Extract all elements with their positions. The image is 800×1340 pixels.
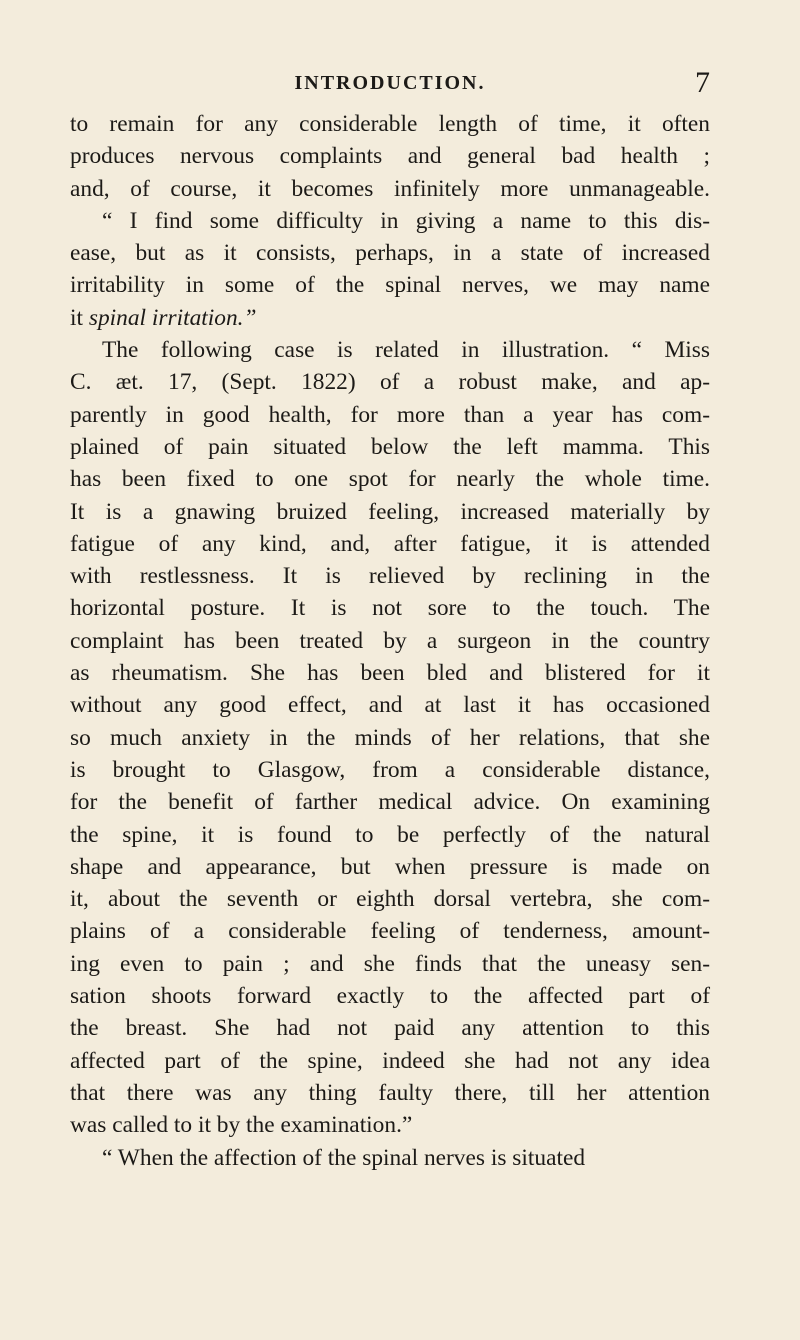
text-line: and, of course, it becomes infinitely more unmanageable. — [70, 175, 710, 202]
text-line: as rheumatism. She has been bled and blistered for it — [70, 660, 710, 687]
text-line: C. æt. 17, (Sept. 1822) of a robust make, and ap- — [70, 369, 710, 396]
text-line: The following case is related in illustration. “ Miss — [102, 337, 710, 364]
text-line: for the benefit of farther medical advice. On examining — [70, 789, 710, 816]
text-line: the breast. She had not paid any attention to this — [70, 1015, 710, 1042]
text-line: is brought to Glasgow, from a considerable distance, — [70, 756, 710, 783]
text-line: affected part of the spine, indeed she had not any idea — [70, 1047, 710, 1074]
text-line: “ When the affection of the spinal nerves is situated — [102, 1144, 586, 1171]
text-line: ing even to pain ; and she finds that the uneasy sen- — [70, 950, 710, 977]
text-line: horizontal posture. It is not sore to the touch. The — [70, 595, 710, 622]
text-line: so much anxiety in the minds of her relations, that she — [70, 724, 710, 751]
text-line: parently in good health, for more than a year has com- — [70, 401, 710, 428]
text-line: plains of a considerable feeling of tenderness, amount- — [70, 918, 710, 945]
text-line: “ I find some difficulty in giving a name to this dis- — [102, 207, 710, 234]
text-line: to remain for any considerable length of time, it often — [70, 111, 710, 137]
page-header — [70, 66, 710, 106]
body-text — [70, 108, 710, 1174]
page-number: 7 — [695, 66, 710, 99]
text-line: sation shoots forward exactly to the affected part of — [70, 983, 710, 1010]
text-line: that there was any thing faulty there, till her attention — [70, 1079, 710, 1106]
text-line: has been fixed to one spot for nearly the whole time. — [70, 466, 710, 493]
text-line: irritability in some of the spinal nerves, we may name — [70, 272, 710, 299]
text-line: without any good effect, and at last it has occasioned — [70, 692, 710, 719]
text-line: fatigue of any kind, and, after fatigue, it is attended — [70, 530, 710, 557]
italic-term: spinal irritation.” — [88, 304, 257, 331]
running-head: INTRODUCTION. — [294, 72, 486, 94]
text-line: it, about the seventh or eighth dorsal vertebra, she com- — [70, 886, 710, 913]
text-line: with restlessness. It is relieved by reclining in the — [70, 563, 710, 590]
text-line: complaint has been treated by a surgeon in the country — [70, 627, 710, 654]
text-line: shape and appearance, but when pressure is made on — [70, 853, 710, 880]
text-line: ease, but as it consists, perhaps, in a state of increased — [70, 240, 710, 267]
text-line: It is a gnawing bruized feeling, increased materially by — [70, 498, 710, 525]
text-line: the spine, it is found to be perfectly of the natural — [70, 821, 710, 848]
text-fragment: it — [70, 304, 89, 331]
text-line: was called to it by the examination.” — [70, 1112, 413, 1139]
text-line: produces nervous complaints and general bad health ; — [70, 143, 710, 170]
text-line: plained of pain situated below the left mamma. This — [70, 433, 710, 460]
text-line — [70, 302, 710, 334]
